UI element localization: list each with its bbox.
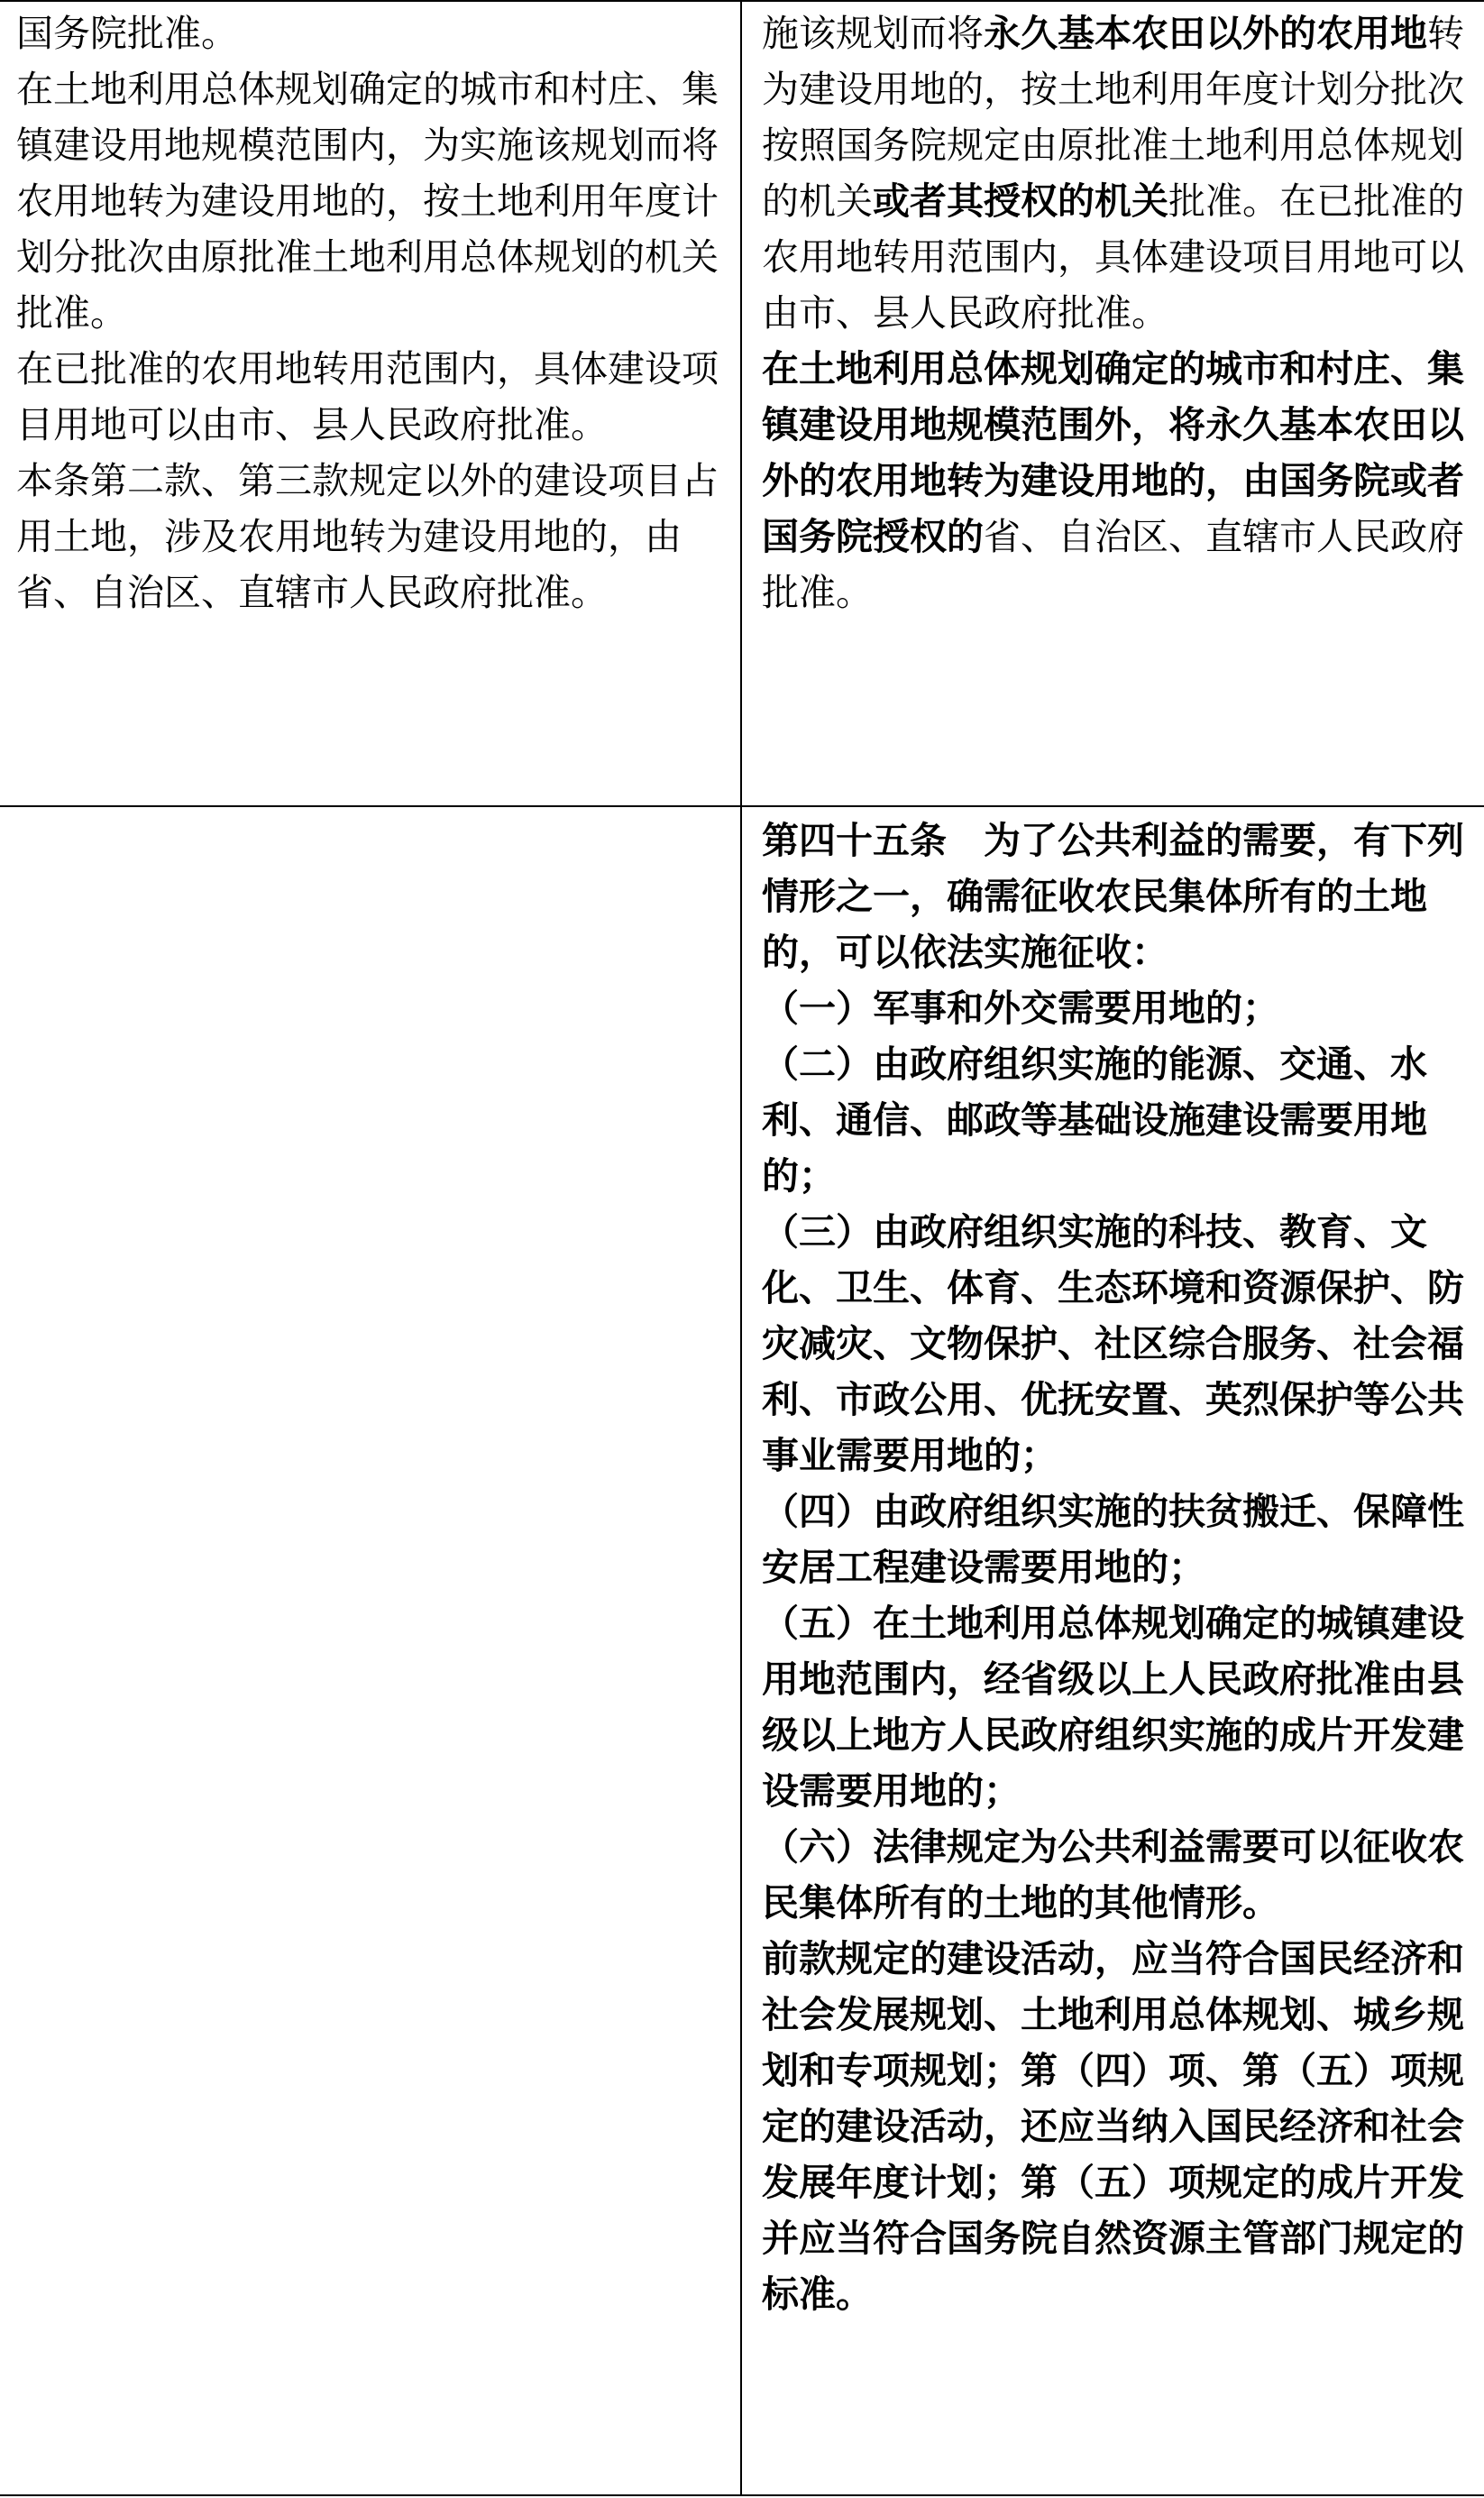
article-45-item: （一）军事和外交需要用地的；	[762, 987, 1279, 1030]
old-text-paragraph: 在土地利用总体规划确定的城市和村庄、集镇建设用地规模范围内，为实施该规划而将农用地转为建设用地的，按土地利用年度计划分批次由原批准土地利用总体规划的机关批准。	[16, 68, 719, 335]
table-bottom-border	[0, 2494, 1484, 2496]
column-divider	[740, 0, 742, 2496]
text-segment: 批准。在已批准的农用地转用范围内，具体建设项目用地可以由市、县人民政府批准。	[762, 179, 1464, 335]
article-45-item: （三）由政府组织实施的科技、教育、文化、卫生、体育、生态环境和资源保护、防灾减灾、文物保护、社区综合服务、社会福利、市政公用、优抚安置、英烈保护等公共事业需要用地的；	[762, 1210, 1464, 1477]
new-text-paragraph	[762, 341, 1474, 620]
article-45-item: （六）法律规定为公共利益需要可以征收农民集体所有的土地的其他情形。	[762, 1825, 1464, 1924]
amended-text: 永久基本农田以外的农用地	[984, 12, 1427, 55]
article-45-item: （二）由政府组织实施的能源、交通、水利、通信、邮政等基础设施建设需要用地的；	[762, 1042, 1427, 1198]
new-text-paragraph	[762, 5, 1474, 341]
text-segment: 施该规划而将	[762, 12, 984, 55]
old-text-paragraph: 在已批准的农用地转用范围内，具体建设项目用地可以由市、县人民政府批准。	[16, 347, 719, 446]
text-segment: 转为建设用地的，按土地利用年度计划分批次按照国务院规定由原批准土地利用总体规划的机关	[762, 12, 1464, 223]
row2-new-text-cell	[762, 813, 1474, 2322]
table-top-border	[0, 0, 1484, 2]
row1-new-text-cell	[762, 5, 1474, 620]
article-45-item: （四）由政府组织实施的扶贫搬迁、保障性安居工程建设需要用地的；	[762, 1490, 1464, 1589]
article-45-heading: 第四十五条 为了公共利益的需要，有下列情形之一，确需征收农民集体所有的土地的，可以依法实施征收：	[762, 819, 1464, 974]
old-text-paragraph: 本条第二款、第三款规定以外的建设项目占用土地，涉及农用地转为建设用地的，由省、自治区、直辖市人民政府批准。	[16, 459, 719, 614]
amended-text: 在土地利用总体规划确定的城市和村庄、集镇建设用地规模范围外，将永久基本农田以外的农用地转为建设用地的，由国务院或者国务院授权的	[762, 347, 1464, 558]
amended-text: 或者其授权的机关	[873, 179, 1168, 223]
old-text-paragraph: 国务院批准。	[16, 12, 238, 55]
article-45-item: （五）在土地利用总体规划确定的城镇建设用地范围内，经省级以上人民政府批准由县级以上地方人民政府组织实施的成片开发建设需要用地的；	[762, 1602, 1464, 1813]
article-45-paragraph: 前款规定的建设活动，应当符合国民经济和社会发展规划、土地利用总体规划、城乡规划和专项规划；第（四）项、第（五）项规定的建设活动，还应当纳入国民经济和社会发展年度计划；第（五）项规定的成片开发并应当符合国务院自然资源主管部门规定的标准。	[762, 1937, 1464, 2316]
row1-old-text-cell	[16, 5, 728, 620]
row-divider	[0, 805, 1484, 807]
text-segment: 省、自治区、直辖市人民政府批准。	[762, 515, 1464, 614]
